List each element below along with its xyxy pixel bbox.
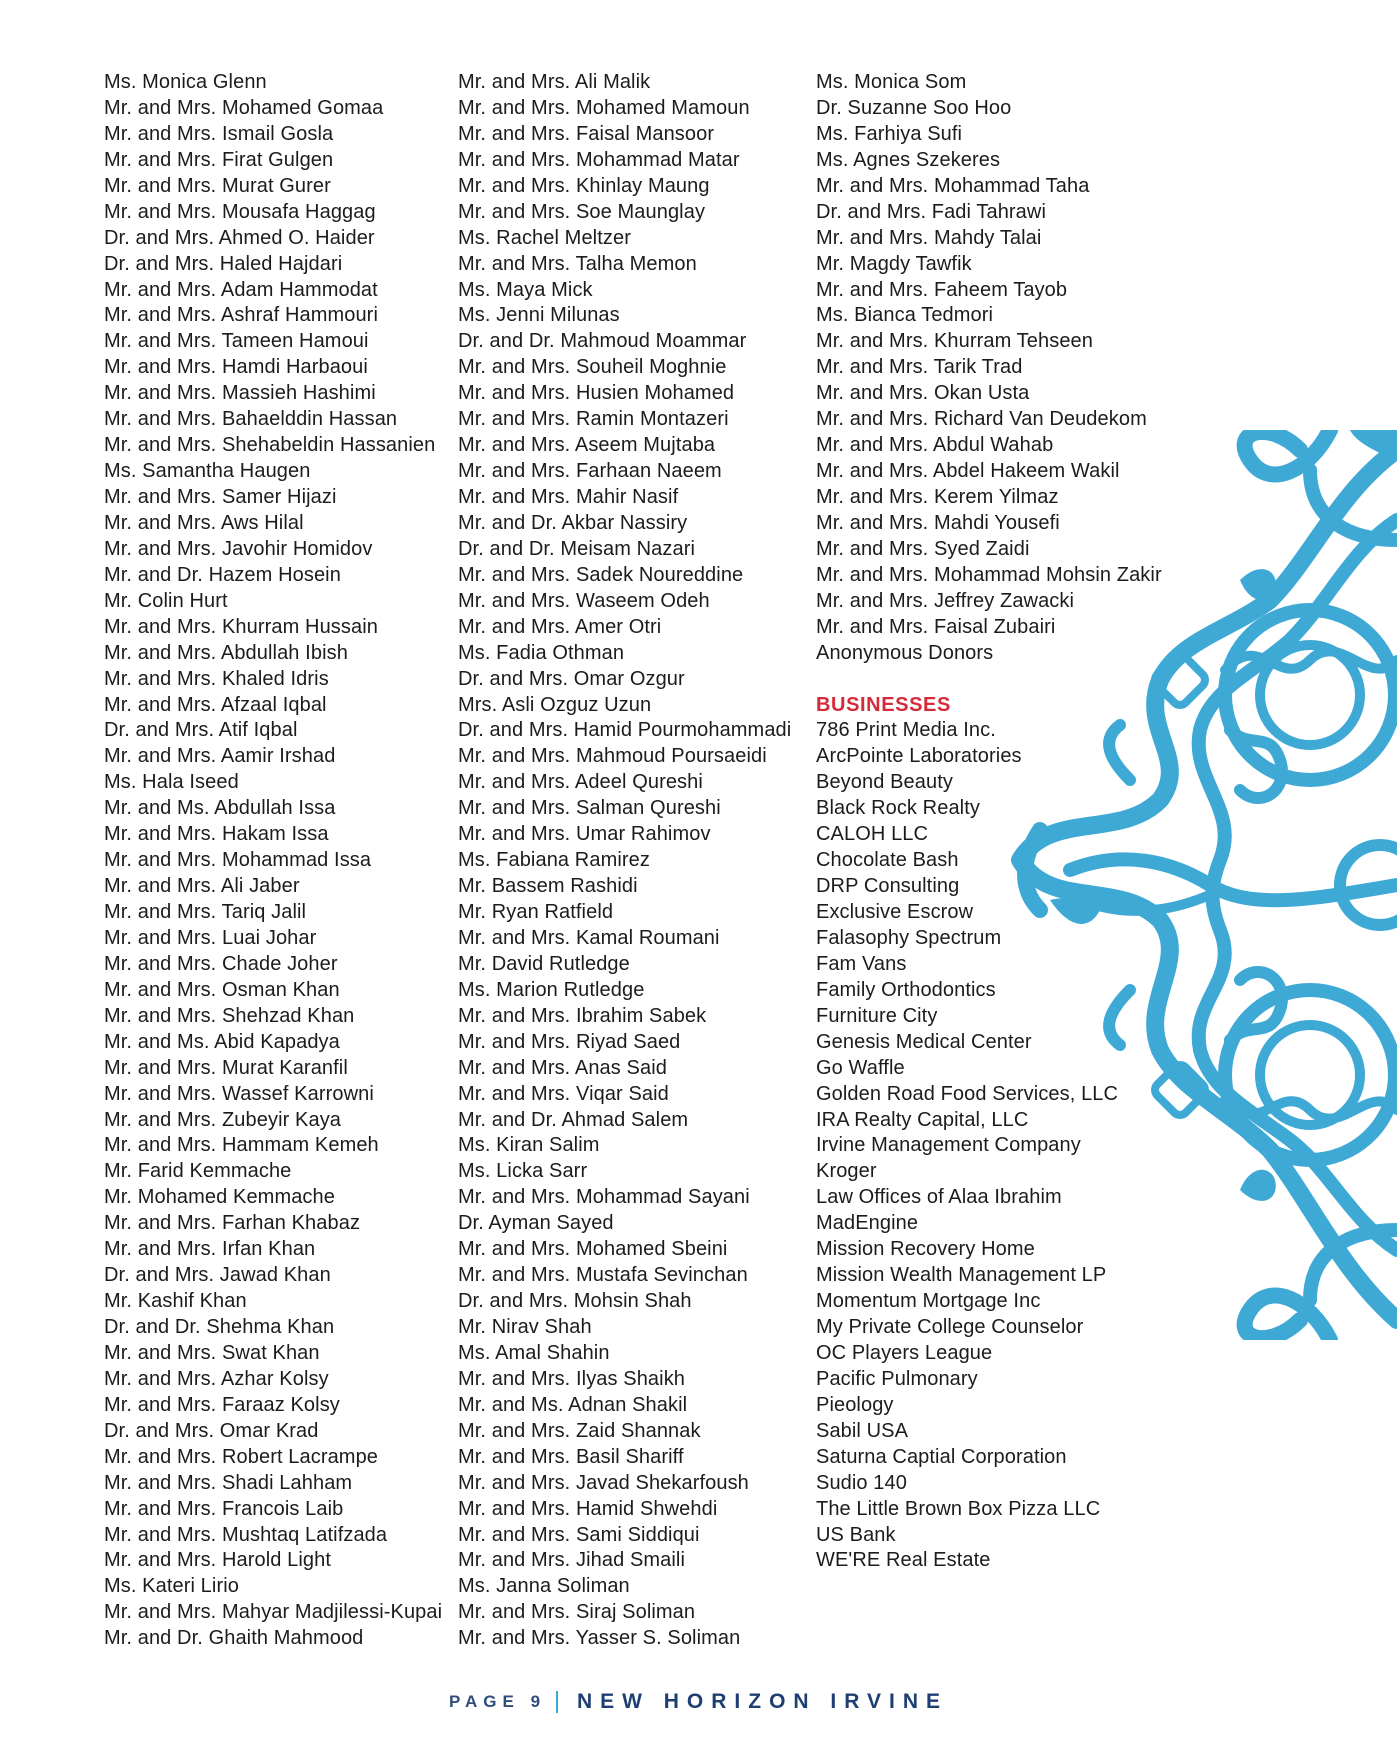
donor-name: Mr. and Mrs. Faisal Mansoor	[458, 122, 715, 145]
business-name: Go Waffle	[816, 1056, 905, 1079]
donor-name: Mr. and Mrs. Sami Siddiqui	[458, 1523, 700, 1546]
donor-name: Mr. Farid Kemmache	[104, 1160, 292, 1183]
donor-name: Mr. and Dr. Ghaith Mahmood	[104, 1627, 364, 1650]
business-name: Golden Road Food Services, LLC	[816, 1082, 1119, 1105]
donor-name: Mr. and Mrs. Hammam Kemeh	[104, 1134, 379, 1157]
donor-name: Mr. and Mrs. Tariq Jalil	[104, 901, 307, 923]
donor-name: Dr. and Mrs. Mohsin Shah	[458, 1290, 692, 1313]
business-name: Furniture City	[816, 1004, 938, 1027]
donor-name: Mr. and Mrs. Syed Zaidi	[816, 537, 1030, 560]
business-name: ArcPointe Laboratories	[816, 745, 1022, 768]
donor-name: Mr. and Mrs. Mahdi Yousefi	[816, 511, 1060, 534]
donor-name: Mr. and Mrs. Ali Malik	[458, 71, 651, 93]
donor-name: Dr. and Dr. Mahmoud Moammar	[458, 330, 747, 353]
donor-name: Dr. and Mrs. Omar Ozgur	[458, 667, 685, 690]
donor-name: Mr. and Mrs. Abdullah Ibish	[104, 641, 348, 664]
donor-name: Mr. Colin Hurt	[104, 589, 228, 612]
business-name: Law Offices of Alaa Ibrahim	[816, 1186, 1062, 1209]
business-name: Irvine Management Company	[816, 1134, 1081, 1157]
donor-name: Mr. and Mrs. Abdul Wahab	[816, 434, 1054, 457]
donor-name: Mr. and Mrs. Mohammad Matar	[458, 148, 740, 171]
donor-name: Mr. and Mrs. Waseem Odeh	[458, 589, 710, 612]
donor-name: Mr. and Mrs. Harold Light	[104, 1549, 332, 1572]
donor-name: Mr. and Mrs. Mohamed Gomaa	[104, 96, 384, 119]
donor-name: Dr. and Mrs. Fadi Tahrawi	[816, 200, 1046, 223]
donor-name: Dr. and Mrs. Atif Iqbal	[104, 719, 298, 742]
donor-name: Mrs. Asli Ozguz Uzun	[458, 693, 652, 716]
donor-name: Mr. and Mrs. Salman Qureshi	[458, 797, 721, 820]
business-name: Black Rock Realty	[816, 797, 980, 820]
donor-name: Mr. and Ms. Abdullah Issa	[104, 797, 336, 820]
donor-name: Ms. Kateri Lirio	[104, 1575, 239, 1598]
donor-name: Mr. and Mrs. Mahmoud Poursaeidi	[458, 745, 767, 768]
donor-name: Mr. and Mrs. Souheil Moghnie	[458, 356, 727, 379]
donor-name: Ms. Bianca Tedmori	[816, 304, 994, 327]
donor-name: Mr. and Mrs. Ramin Montazeri	[458, 408, 729, 431]
donor-name: Mr. and Mrs. Hamid Shwehdi	[458, 1497, 718, 1520]
business-name: Mission Wealth Management LP	[816, 1264, 1107, 1287]
business-name: Chocolate Bash	[816, 849, 959, 872]
donor-name: Ms. Monica Som	[816, 71, 967, 93]
donor-name: Mr. and Mrs. Khinlay Maung	[458, 174, 710, 197]
donor-name: Mr. and Mrs. Wassef Karrowni	[104, 1082, 374, 1105]
donor-name: Ms. Jenni Milunas	[458, 304, 620, 327]
business-name: IRA Realty Capital, LLC	[816, 1108, 1029, 1131]
donor-name: Mr. and Mrs. Shadi Lahham	[104, 1471, 353, 1494]
donor-name: Mr. and Ms. Abid Kapadya	[104, 1030, 340, 1053]
donor-name: Mr. and Mrs. Sadek Noureddine	[458, 563, 744, 586]
donor-name: Mr. and Mrs. Samer Hijazi	[104, 486, 337, 508]
donor-name: Mr. and Mrs. Faisal Zubairi	[816, 615, 1056, 638]
donor-name: Mr. and Mrs. Faraaz Kolsy	[104, 1393, 340, 1416]
donor-name: Mr. and Mrs. Azhar Kolsy	[104, 1367, 329, 1390]
donor-name: Mr. and Mrs. Tarik Trad	[816, 356, 1023, 379]
business-name: Saturna Captial Corporation	[816, 1445, 1067, 1468]
donor-name: Mr. and Mrs. Okan Usta	[816, 382, 1030, 405]
donor-name: Ms. Fadia Othman	[458, 641, 625, 664]
donor-name: Dr. and Mrs. Hamid Pourmohammadi	[458, 719, 792, 742]
donor-name: Mr. and Mrs. Hakam Issa	[104, 823, 329, 846]
donor-name: Mr. and Ms. Adnan Shakil	[458, 1393, 688, 1416]
donor-name: Mr. and Mrs. Kerem Yilmaz	[816, 486, 1059, 508]
donor-name: Mr. and Mrs. Kamal Roumani	[458, 926, 720, 949]
donor-name: Ms. Marion Rutledge	[458, 978, 645, 1001]
donor-name: Ms. Kiran Salim	[458, 1134, 600, 1157]
donor-name: Mr. and Mrs. Luai Johar	[104, 926, 317, 949]
donor-name: Mr. and Mrs. Siraj Soliman	[458, 1601, 696, 1624]
donor-name: Mr. and Mrs. Zaid Shannak	[458, 1419, 701, 1442]
donor-name: Dr. and Mrs. Omar Krad	[104, 1419, 319, 1442]
donor-name: Dr. Ayman Sayed	[458, 1212, 614, 1235]
donor-name: Mr. and Mrs. Faheem Tayob	[816, 278, 1068, 301]
donor-name: Mr. and Mrs. Ashraf Hammouri	[104, 304, 378, 327]
donor-name: Mr. and Mrs. Mohamed Mamoun	[458, 96, 750, 119]
donor-name: Mr. and Mrs. Mohammad Sayani	[458, 1186, 750, 1209]
donor-name: Dr. Suzanne Soo Hoo	[816, 96, 1012, 119]
donor-name: Mr. and Mrs. Khurram Hussain	[104, 615, 378, 638]
donor-name: Mr. and Mrs. Adeel Qureshi	[458, 771, 703, 794]
business-name: Genesis Medical Center	[816, 1030, 1032, 1053]
business-name: Beyond Beauty	[816, 771, 953, 794]
donor-name: Mr. and Mrs. Afzaal Iqbal	[104, 693, 327, 716]
footer-separator	[556, 1691, 558, 1713]
business-name: Kroger	[816, 1160, 877, 1183]
donor-name: Mr. and Mrs. Mushtaq Latifzada	[104, 1523, 388, 1546]
donor-name: Mr. and Mrs. Mahdy Talai	[816, 226, 1042, 249]
donor-name: Mr. and Mrs. Umar Rahimov	[458, 823, 711, 846]
business-name: Mission Recovery Home	[816, 1238, 1035, 1261]
donor-name: Mr. and Mrs. Bahaelddin Hassan	[104, 408, 398, 431]
donor-name: Mr. and Mrs. Soe Maunglay	[458, 200, 706, 223]
business-name: WE'RE Real Estate	[816, 1549, 991, 1572]
donor-name: Dr. and Mrs. Ahmed O. Haider	[104, 226, 375, 249]
business-name: Sudio 140	[816, 1471, 907, 1494]
donor-name: Mr. and Mrs. Mahyar Madjilessi-Kupai	[104, 1601, 443, 1624]
business-name: US Bank	[816, 1523, 896, 1546]
donor-name: Mr. and Mrs. Francois Laib	[104, 1497, 344, 1520]
donor-name: Mr. and Mrs. Ibrahim Sabek	[458, 1004, 707, 1027]
donor-name: Mr. and Mrs. Aws Hilal	[104, 511, 304, 534]
donor-name: Mr. and Mrs. Farhan Khabaz	[104, 1212, 361, 1235]
page-number: PAGE 9	[448, 1692, 547, 1711]
donor-name: Ms. Licka Sarr	[458, 1160, 588, 1183]
donor-name: Mr. and Mrs. Khurram Tehseen	[816, 330, 1093, 353]
business-name: MadEngine	[816, 1212, 919, 1235]
business-name: CALOH LLC	[816, 823, 929, 846]
donor-name: Ms. Rachel Meltzer	[458, 226, 631, 249]
business-name: DRP Consulting	[816, 875, 960, 898]
donor-name: Dr. and Dr. Meisam Nazari	[458, 537, 696, 560]
business-name: Fam Vans	[816, 952, 907, 975]
donor-name: Mr. and Mrs. Osman Khan	[104, 978, 340, 1001]
business-name: Momentum Mortgage Inc	[816, 1290, 1041, 1313]
donor-name: Mr. and Mrs. Farhaan Naeem	[458, 460, 722, 483]
donor-name: Dr. and Dr. Shehma Khan	[104, 1316, 335, 1338]
business-name: The Little Brown Box Pizza LLC	[816, 1497, 1101, 1520]
donor-name: Mr. and Dr. Akbar Nassiry	[458, 511, 688, 534]
donor-column-1	[104, 70, 442, 1652]
donor-name: Mr. and Mrs. Massieh Hashimi	[104, 382, 376, 405]
business-name: Pacific Pulmonary	[816, 1367, 978, 1390]
donor-name: Mr. and Mrs. Ismail Gosla	[104, 122, 334, 145]
donor-name: Mr. and Mrs. Jihad Smaili	[458, 1549, 686, 1572]
donor-name: Mr. and Dr. Hazem Hosein	[104, 563, 341, 586]
donor-name: Ms. Maya Mick	[458, 278, 593, 301]
donor-name: Mr. and Dr. Ahmad Salem	[458, 1108, 689, 1131]
donor-name: Mr. and Mrs. Husien Mohamed	[458, 382, 735, 405]
donor-name: Mr. and Mrs. Mustafa Sevinchan	[458, 1264, 748, 1287]
donor-name: Mr. Bassem Rashidi	[458, 875, 638, 898]
page-footer	[0, 1690, 1397, 1720]
donor-name: Mr. and Mrs. Ali Jaber	[104, 875, 300, 898]
businesses-heading: BUSINESSES	[816, 693, 951, 716]
donor-name: Mr. and Mrs. Firat Gulgen	[104, 148, 334, 171]
donor-name: Ms. Hala Iseed	[104, 771, 239, 794]
donor-name: Dr. and Mrs. Jawad Khan	[104, 1264, 331, 1287]
donor-name: Mr. and Mrs. Swat Khan	[104, 1341, 320, 1364]
donor-name: Mr. and Mrs. Riyad Saed	[458, 1030, 681, 1053]
donor-name: Mr. and Mrs. Mohamed Sbeini	[458, 1238, 728, 1261]
donor-name: Mr. and Mrs. Irfan Khan	[104, 1238, 316, 1261]
business-name: Pieology	[816, 1393, 894, 1416]
donor-name: Mr. and Mrs. Mohammad Taha	[816, 174, 1090, 197]
publication-title: NEW HORIZON IRVINE	[576, 1690, 949, 1713]
donor-column-2	[458, 70, 791, 1652]
donor-name: Mr. Mohamed Kemmache	[104, 1186, 335, 1209]
donor-name: Mr. and Mrs. Khaled Idris	[104, 667, 329, 690]
donor-name: Mr. and Mrs. Yasser S. Soliman	[458, 1627, 741, 1650]
donor-name: Mr. and Mrs. Mousafa Haggag	[104, 200, 376, 223]
donor-name: Mr. and Mrs. Abdel Hakeem Wakil	[816, 460, 1120, 483]
business-name: Sabil USA	[816, 1419, 909, 1442]
donor-name: Mr. and Mrs. Shehabeldin Hassanien	[104, 434, 436, 457]
donor-name: Mr. and Mrs. Murat Gurer	[104, 174, 331, 197]
donor-name: Mr. and Mrs. Hamdi Harbaoui	[104, 356, 368, 379]
donor-name: Mr. and Mrs. Aamir Irshad	[104, 745, 336, 768]
donor-name: Mr. and Mrs. Basil Shariff	[458, 1445, 684, 1468]
donor-name: Mr. Ryan Ratfield	[458, 901, 614, 923]
business-name: Falasophy Spectrum	[816, 926, 1002, 949]
donor-name: Mr. and Mrs. Talha Memon	[458, 252, 697, 275]
donor-name: Ms. Fabiana Ramirez	[458, 849, 650, 872]
donor-name: Mr. Kashif Khan	[104, 1290, 247, 1313]
donor-name: Dr. and Mrs. Haled Hajdari	[104, 252, 343, 275]
donor-name: Mr. and Mrs. Shehzad Khan	[104, 1004, 355, 1027]
donor-name: Mr. and Mrs. Jeffrey Zawacki	[816, 589, 1075, 612]
donor-name: Ms. Samantha Haugen	[104, 460, 311, 483]
donor-name: Mr. and Mrs. Javohir Homidov	[104, 537, 373, 560]
donor-name: Mr. and Mrs. Mohammad Issa	[104, 849, 372, 872]
donor-name: Mr. and Mrs. Amer Otri	[458, 615, 662, 638]
donor-name: Mr. and Mrs. Chade Joher	[104, 952, 338, 975]
donor-name: Mr. and Mrs. Richard Van Deudekom	[816, 408, 1147, 431]
islamic-knot-ornament-icon	[1010, 430, 1397, 1340]
donor-name: Mr. and Mrs. Viqar Said	[458, 1082, 669, 1105]
donor-name: Mr. Nirav Shah	[458, 1316, 592, 1338]
donor-name: Mr. and Mrs. Anas Said	[458, 1056, 667, 1079]
donor-name: Mr. and Mrs. Robert Lacrampe	[104, 1445, 379, 1468]
donor-name: Anonymous Donors	[816, 641, 994, 664]
donor-name: Mr. and Mrs. Mohammad Mohsin Zakir	[816, 563, 1162, 586]
business-name: Family Orthodontics	[816, 978, 996, 1001]
donor-name: Ms. Janna Soliman	[458, 1575, 630, 1598]
business-name: 786 Print Media Inc.	[816, 719, 996, 742]
donor-name: Ms. Monica Glenn	[104, 71, 267, 93]
donor-name: Mr. David Rutledge	[458, 952, 630, 975]
business-name: OC Players League	[816, 1341, 993, 1364]
business-name: My Private College Counselor	[816, 1316, 1084, 1338]
donor-name: Mr. and Mrs. Ilyas Shaikh	[458, 1367, 686, 1390]
donor-name: Mr. and Mrs. Javad Shekarfoush	[458, 1471, 749, 1494]
donor-name: Mr. Magdy Tawfik	[816, 252, 972, 275]
donor-name: Mr. and Mrs. Aseem Mujtaba	[458, 434, 716, 457]
donor-name: Mr. and Mrs. Adam Hammodat	[104, 278, 378, 301]
donor-name: Ms. Farhiya Sufi	[816, 122, 963, 145]
donor-name: Mr. and Mrs. Zubeyir Kaya	[104, 1108, 342, 1131]
donor-name: Mr. and Mrs. Mahir Nasif	[458, 486, 679, 508]
donor-name: Mr. and Mrs. Tameen Hamoui	[104, 330, 369, 353]
donor-name: Ms. Amal Shahin	[458, 1341, 610, 1364]
donor-name: Ms. Agnes Szekeres	[816, 148, 1001, 171]
donor-name: Mr. and Mrs. Murat Karanfil	[104, 1056, 348, 1079]
business-name: Exclusive Escrow	[816, 901, 974, 923]
